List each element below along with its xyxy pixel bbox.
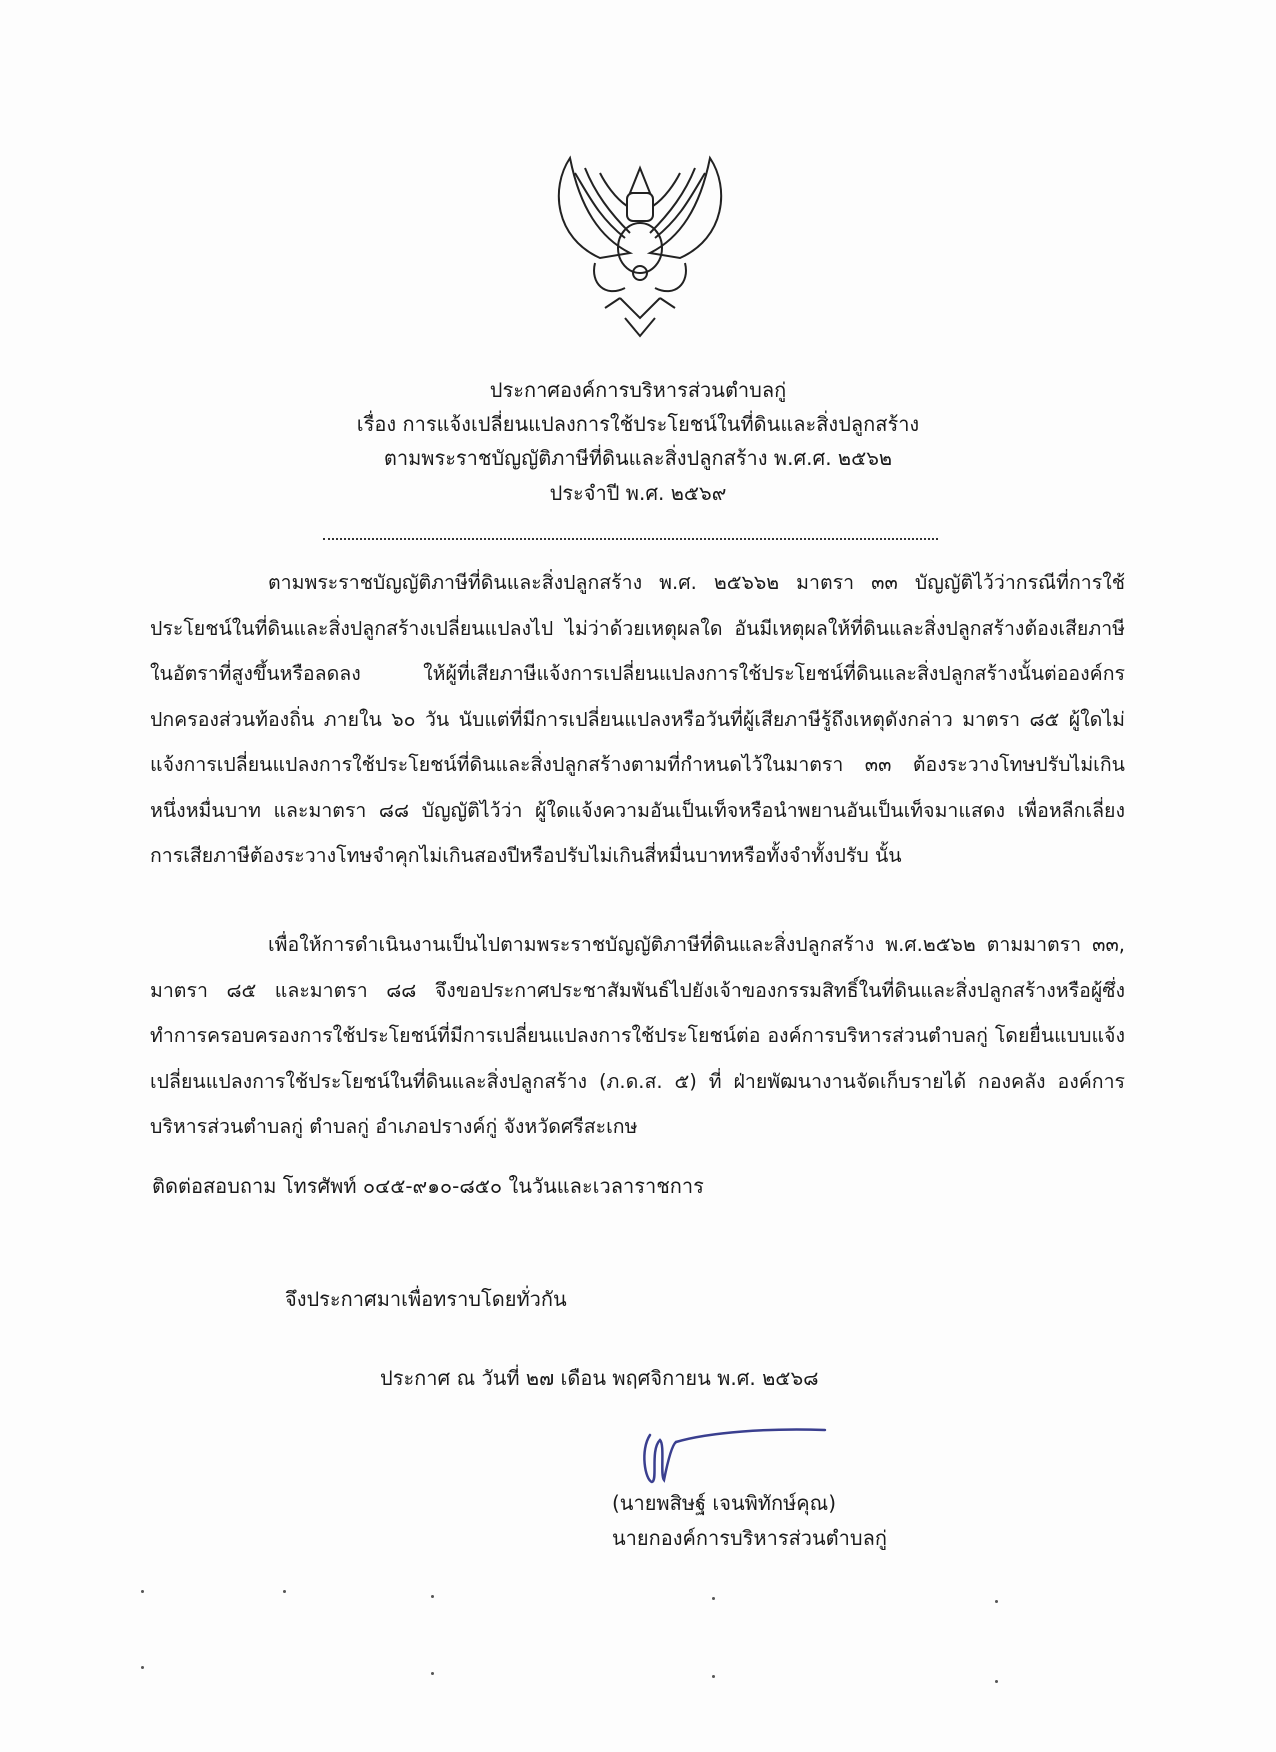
scan-speck bbox=[712, 1675, 715, 1678]
dotted-divider bbox=[323, 538, 938, 540]
scan-speck bbox=[141, 1590, 144, 1593]
contact-info: ติดต่อสอบถาม โทรศัพท์ ๐๔๕-๙๑๐-๘๕๐ ในวันและเวลาราชการ bbox=[152, 1174, 704, 1198]
scan-speck bbox=[431, 1672, 434, 1675]
scan-speck bbox=[995, 1680, 998, 1683]
closing-announce: จึงประกาศมาเพื่อทราบโดยทั่วกัน bbox=[285, 1287, 567, 1311]
announcement-date: ประกาศ ณ วันที่ ๒๗ เดือน พฤศจิกายน พ.ศ. ๒๕๖๘ bbox=[380, 1366, 819, 1390]
scan-speck bbox=[431, 1595, 434, 1598]
announcement-subject: เรื่อง การแจ้งเปลี่ยนแปลงการใช้ประโยชน์ในที่ดินและสิ่งปลูกสร้าง bbox=[356, 412, 920, 436]
scan-speck bbox=[141, 1666, 144, 1669]
signer-position: นายกองค์การบริหารส่วนตำบลกู่ bbox=[612, 1526, 887, 1550]
signer-name: (นายพสิษฐ์ เจนพิทักษ์คุณ) bbox=[612, 1491, 837, 1515]
body-paragraph-1: ตามพระราชบัญญัติภาษีที่ดินและสิ่งปลูกสร้าง พ.ศ. ๒๕๖๖๒ มาตรา ๓๓ บัญญัติไว้ว่ากรณีที่การใช้ประโยชน์ในที่ดินและสิ่งปลูกสร้างเปลี่ยนแปลงไป ไม่ว่าด้วยเหตุผลใด อันมีเหตุผลให้ที่ดินและสิ่งปลูกสร้างต้องเสียภาษีในอัตราที่สูงขึ้นหรือลดลง ให้ผู้ที่เสียภาษีแจ้งการเปลี่ยนแปลงการใช้ประโยชน์ที่ดินและสิ่งปลูกสร้างนั้นต่อองค์กรปกครองส่วนท้องถิ่น ภายใน ๖๐ วัน นับแต่ที่มีการเปลี่ยนแปลงหรือวันที่ผู้เสียภาษีรู้ถึงเหตุดังกล่าว มาตรา ๘๕ ผู้ใดไม่แจ้งการเปลี่ยนแปลงการใช้ประโยชน์ที่ดินและสิ่งปลูกสร้างตามที่กำหนดไว้ในมาตรา ๓๓ ต้องระวางโทษปรับไม่เกินหนึ่งหมื่นบาท และมาตรา ๘๘ บัญญัติไว้ว่า ผู้ใดแจ้งความอันเป็นเท็จหรือนำพยานอันเป็นเท็จมาแสดง เพื่อหลีกเลี่ยงการเสียภาษีต้องระวางโทษจำคุกไม่เกินสองปีหรือปรับไม่เกินสี่หมื่นบาทหรือทั้งจำทั้งปรับ นั้น bbox=[150, 571, 1125, 867]
announcement-law-reference: ตามพระราชบัญญัติภาษีที่ดินและสิ่งปลูกสร้าง พ.ศ.ศ. ๒๕๖๒ bbox=[383, 446, 893, 470]
announcement-header: ประกาศองค์การบริหารส่วนตำบลกู่ bbox=[489, 378, 787, 402]
garuda-emblem-icon bbox=[530, 148, 750, 338]
handwritten-signature-icon bbox=[630, 1420, 830, 1490]
scan-speck bbox=[283, 1590, 286, 1593]
scan-speck bbox=[995, 1600, 998, 1603]
scan-speck bbox=[712, 1597, 715, 1600]
body-paragraph-2: เพื่อให้การดำเนินงานเป็นไปตามพระราชบัญญัติภาษีที่ดินและสิ่งปลูกสร้าง พ.ศ.๒๕๖๒ ตามมาตรา ๓๓, มาตรา ๘๕ และมาตรา ๘๘ จึงขอประกาศประชาสัมพันธ์ไปยังเจ้าของกรรมสิทธิ์ในที่ดินและสิ่งปลูกสร้างหรือผู้ซึ่งทำการครอบครองการใช้ประโยชน์ที่มีการเปลี่ยนแปลงการใช้ประโยชน์ต่อ องค์การบริหารส่วนตำบลกู่ โดยยื่นแบบแจ้งเปลี่ยนแปลงการใช้ประโยชน์ในที่ดินและสิ่งปลูกสร้าง (ภ.ด.ส. ๕) ที่ ฝ่ายพัฒนางานจัดเก็บรายได้ กองคลัง องค์การบริหารส่วนตำบลกู่ ตำบลกู่ อำเภอปรางค์กู่ จังหวัดศรีสะเกษ bbox=[150, 933, 1125, 1138]
announcement-year: ประจำปี พ.ศ. ๒๕๖๙ bbox=[549, 481, 727, 505]
